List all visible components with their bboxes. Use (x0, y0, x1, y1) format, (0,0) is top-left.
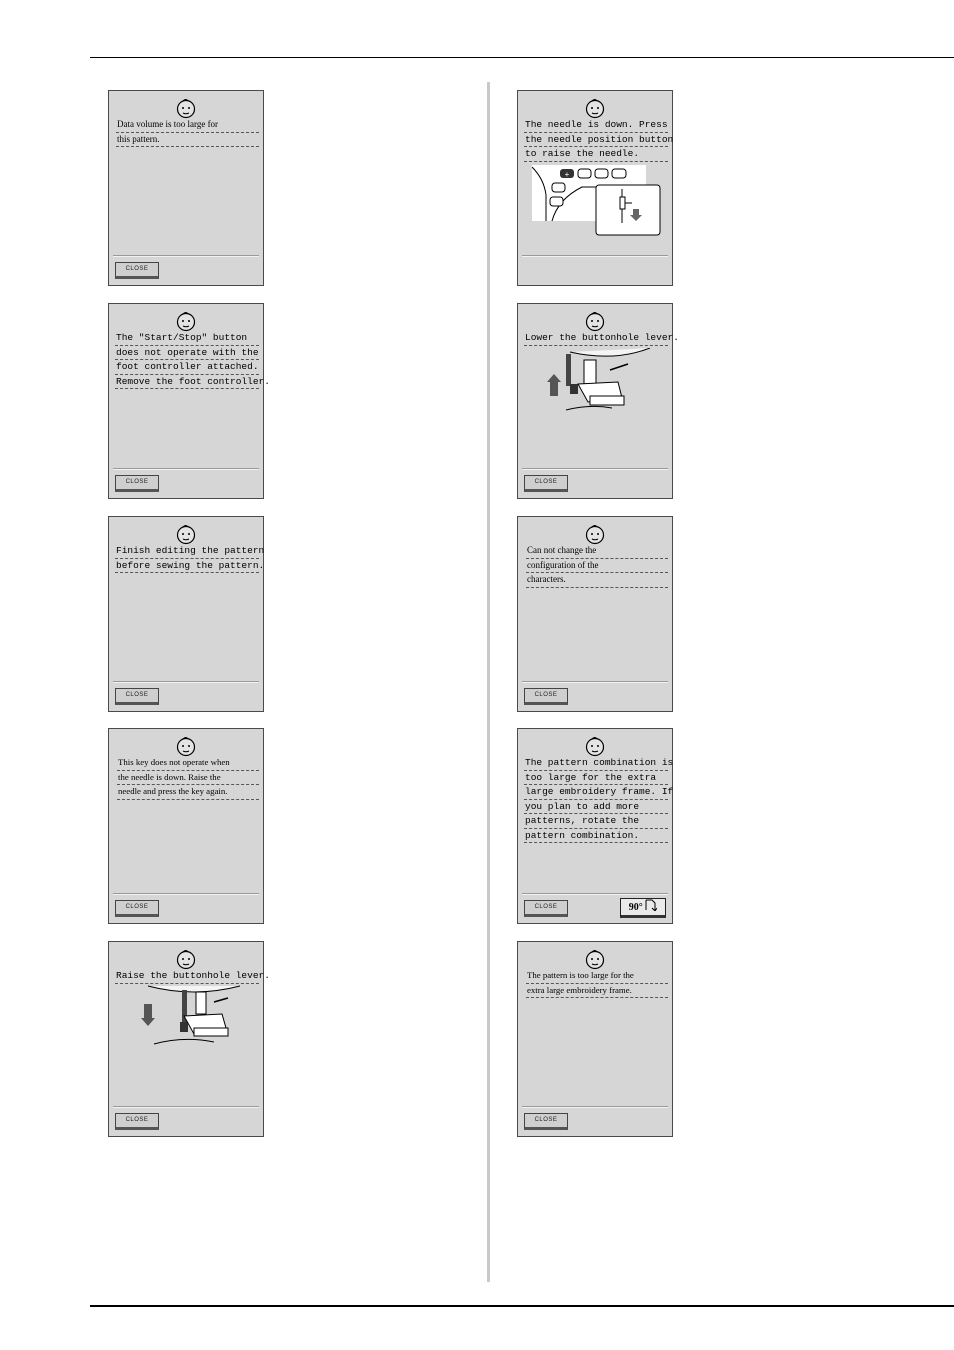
close-button[interactable]: CLOSE (115, 900, 159, 917)
screen-raise-lever (108, 941, 270, 1137)
message-line: Lower the buttonhole lever. (524, 331, 668, 346)
rotate-label: 90° (628, 902, 643, 913)
screen-finish-editing (108, 516, 264, 712)
message-text (116, 118, 259, 147)
message-line: configuration of the (526, 559, 668, 574)
close-button[interactable]: CLOSE (115, 262, 159, 279)
face-icon (584, 948, 606, 970)
header-rule (90, 57, 954, 58)
rotate-90-button[interactable] (620, 898, 666, 918)
face-icon (584, 97, 606, 119)
raise-lever-illustration (134, 984, 244, 1052)
face-icon (175, 523, 197, 545)
screen-lower-lever (517, 303, 679, 499)
close-button[interactable]: CLOSE (115, 1113, 159, 1130)
rotate-page-icon (645, 899, 657, 911)
message-line: foot controller attached. (115, 360, 259, 375)
message-line: Finish editing the pattern (115, 544, 259, 559)
button-bar (113, 256, 259, 285)
message-line: This key does not operate when (117, 756, 259, 771)
message-line: pattern combination. (524, 829, 668, 844)
message-line: too large for the extra (524, 771, 668, 786)
message-line: The pattern combination is (524, 756, 668, 771)
screen-data-volume (108, 90, 264, 286)
message-text (115, 969, 270, 984)
close-button[interactable]: CLOSE (115, 475, 159, 492)
message-text (115, 331, 270, 389)
button-bar (113, 1107, 259, 1136)
face-icon (584, 523, 606, 545)
face-icon (175, 948, 197, 970)
button-bar (113, 894, 259, 923)
lower-lever-illustration (540, 348, 652, 422)
message-line: Can not change the (526, 544, 668, 559)
screen-start-stop (108, 303, 270, 499)
screen-config-chars (517, 516, 673, 712)
screen-key-needle-down (108, 728, 264, 924)
message-line: Raise the buttonhole lever. (115, 969, 259, 984)
message-text (524, 331, 679, 346)
screen-needle-down (517, 90, 673, 286)
message-line: large embroidery frame. If (524, 785, 668, 800)
message-line: The pattern is too large for the (526, 969, 668, 984)
message-line: Data volume is too large for (116, 118, 259, 133)
button-bar (522, 469, 668, 498)
close-button[interactable]: CLOSE (524, 1113, 568, 1130)
message-text (115, 544, 265, 573)
message-line: The "Start/Stop" button (115, 331, 259, 346)
message-line: the needle is down. Raise the (117, 771, 259, 786)
svg-text:+: + (564, 170, 570, 179)
button-bar (113, 682, 259, 711)
button-bar (522, 1107, 668, 1136)
needle-position-button-illustration (532, 165, 664, 237)
face-icon (584, 310, 606, 332)
button-bar (113, 469, 259, 498)
face-icon (584, 735, 606, 757)
message-text (524, 118, 674, 162)
message-line: does not operate with the (115, 346, 259, 361)
face-icon (175, 97, 197, 119)
face-icon (175, 310, 197, 332)
footer-rule (90, 1305, 954, 1307)
column-divider (487, 82, 490, 1282)
screen-pattern-large (517, 941, 673, 1137)
message-line: the needle position button (524, 133, 668, 148)
close-button[interactable]: CLOSE (524, 900, 568, 917)
message-line: patterns, rotate the (524, 814, 668, 829)
button-bar (522, 894, 668, 923)
message-text (524, 756, 674, 843)
button-bar (522, 682, 668, 711)
close-button[interactable]: CLOSE (115, 688, 159, 705)
close-button[interactable]: CLOSE (524, 688, 568, 705)
message-line: to raise the needle. (524, 147, 668, 162)
message-line: this pattern. (116, 133, 259, 148)
message-line: The needle is down. Press (524, 118, 668, 133)
face-icon (175, 735, 197, 757)
message-line: needle and press the key again. (117, 785, 259, 800)
screen-combo-large (517, 728, 673, 924)
message-line: characters. (526, 573, 668, 588)
message-text (117, 756, 259, 800)
close-button[interactable]: CLOSE (524, 475, 568, 492)
message-line: Remove the foot controller. (115, 375, 259, 390)
message-line: before sewing the pattern. (115, 559, 259, 574)
message-text (526, 969, 668, 998)
button-bar (522, 256, 668, 285)
message-line: extra large embroidery frame. (526, 984, 668, 999)
message-line: you plan to add more (524, 800, 668, 815)
message-text (526, 544, 668, 588)
